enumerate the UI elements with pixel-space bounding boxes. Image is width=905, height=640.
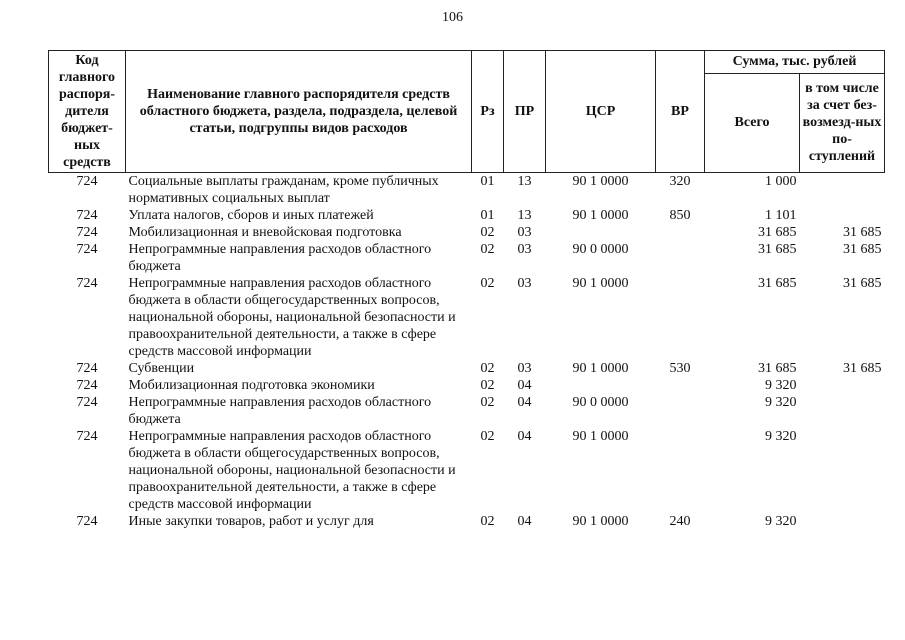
cell-pr: 03 — [517, 225, 532, 240]
cell-csr: 90 1 0000 — [572, 514, 629, 529]
cell-pr: 13 — [517, 174, 532, 189]
cell-pr: 13 — [517, 208, 532, 223]
cell-csr: 90 1 0000 — [572, 174, 629, 189]
cell-kod: 724 — [76, 378, 98, 393]
header-subv: в том числе за счет без-возмезд-ных по-ступлений — [800, 73, 885, 172]
table-row — [49, 173, 885, 208]
cell-name: Мобилизационная и вневойсковая подготовка — [128, 225, 402, 240]
cell-name: Уплата налогов, сборов и иных платежей — [128, 208, 374, 223]
table-row — [49, 207, 885, 224]
cell-rz: 02 — [480, 514, 495, 529]
cell-csr — [546, 224, 656, 241]
cell-name: Мобилизационная подготовка экономики — [128, 378, 375, 393]
cell-csr: 90 0 0000 — [572, 242, 629, 257]
cell-pr: 04 — [517, 429, 532, 444]
table-row — [49, 241, 885, 275]
cell-total: 31 685 — [758, 361, 797, 376]
cell-total: 9 320 — [765, 395, 797, 410]
cell-pr: 04 — [517, 514, 532, 529]
header-rz: Рз — [472, 51, 504, 173]
cell-total: 1 101 — [765, 208, 797, 223]
cell-subv — [800, 207, 885, 224]
cell-subv: 31 685 — [843, 361, 882, 376]
table-row — [49, 275, 885, 360]
cell-kod: 724 — [76, 429, 98, 444]
cell-total: 31 685 — [758, 276, 797, 291]
cell-vr — [656, 394, 705, 428]
cell-name: Социальные выплаты гражданам, кроме публичных нормативных социальных выплат — [128, 174, 439, 206]
cell-kod: 724 — [76, 242, 98, 257]
cell-rz: 02 — [480, 429, 495, 444]
header-kod: Код главного распоря-дителя бюджет-ных средств — [49, 51, 126, 173]
header-pr: ПР — [504, 51, 546, 173]
cell-vr — [656, 241, 705, 275]
cell-total: 9 320 — [765, 378, 797, 393]
table-header — [49, 51, 885, 173]
cell-subv — [800, 377, 885, 394]
cell-pr: 04 — [517, 378, 532, 393]
page-number: 106 — [442, 10, 463, 25]
cell-vr: 320 — [669, 174, 691, 189]
cell-kod: 724 — [76, 514, 98, 529]
cell-name: Непрограммные направления расходов областного бюджета — [128, 395, 432, 427]
cell-subv — [800, 513, 885, 530]
cell-subv: 31 685 — [843, 225, 882, 240]
cell-kod: 724 — [76, 225, 98, 240]
cell-vr — [656, 275, 705, 360]
cell-kod: 724 — [76, 395, 98, 410]
cell-csr: 90 1 0000 — [572, 276, 629, 291]
table-row — [49, 224, 885, 241]
cell-pr: 04 — [517, 395, 532, 410]
cell-pr: 03 — [517, 361, 532, 376]
table-row — [49, 513, 885, 530]
cell-pr: 03 — [517, 276, 532, 291]
cell-rz: 02 — [480, 225, 495, 240]
table-body — [49, 173, 885, 531]
header-total: Всего — [705, 73, 800, 172]
header-csr: ЦСР — [546, 51, 656, 173]
cell-rz: 02 — [480, 378, 495, 393]
cell-csr — [546, 377, 656, 394]
table-row — [49, 360, 885, 377]
cell-subv — [800, 394, 885, 428]
cell-name: Субвенции — [128, 361, 195, 376]
cell-csr: 90 1 0000 — [572, 429, 629, 444]
table-row — [49, 377, 885, 394]
cell-rz: 02 — [480, 361, 495, 376]
cell-total: 31 685 — [758, 225, 797, 240]
cell-name: Иные закупки товаров, работ и услуг для — [128, 514, 374, 529]
cell-subv: 31 685 — [843, 242, 882, 257]
cell-csr: 90 1 0000 — [572, 208, 629, 223]
cell-name: Непрограммные направления расходов областного бюджета в области общегосударственных вопросов, национальной обороны, национальной безопасности и правоохранительной деятельности, а также в сфере средств массовой информации — [128, 276, 456, 359]
cell-name: Непрограммные направления расходов областного бюджета — [128, 242, 432, 274]
cell-kod: 724 — [76, 276, 98, 291]
cell-subv: 31 685 — [843, 276, 882, 291]
table-row — [49, 428, 885, 513]
cell-total: 1 000 — [765, 174, 797, 189]
cell-rz: 02 — [480, 276, 495, 291]
cell-kod: 724 — [76, 174, 98, 189]
cell-rz: 01 — [480, 174, 495, 189]
header-sum: Сумма, тыс. рублей — [705, 51, 885, 74]
header-name: Наименование главного распорядителя средств областного бюджета, раздела, подраздела, целевой статьи, подгруппы видов расходов — [126, 51, 472, 173]
cell-vr — [656, 428, 705, 513]
cell-name: Непрограммные направления расходов областного бюджета в области общегосударственных вопросов, национальной обороны, национальной безопасности и правоохранительной деятельности, а также в сфере средств массовой информации — [128, 429, 456, 512]
cell-vr — [656, 224, 705, 241]
cell-vr: 850 — [669, 208, 691, 223]
cell-total: 31 685 — [758, 242, 797, 257]
cell-rz: 02 — [480, 242, 495, 257]
cell-csr: 90 0 0000 — [572, 395, 629, 410]
cell-kod: 724 — [76, 208, 98, 223]
cell-vr — [656, 377, 705, 394]
cell-csr: 90 1 0000 — [572, 361, 629, 376]
cell-kod: 724 — [76, 361, 98, 376]
table-row — [49, 394, 885, 428]
cell-vr: 530 — [669, 361, 691, 376]
budget-table — [48, 50, 885, 530]
header-vr: ВР — [656, 51, 705, 173]
cell-rz: 02 — [480, 395, 495, 410]
cell-subv — [800, 173, 885, 208]
cell-rz: 01 — [480, 208, 495, 223]
cell-total: 9 320 — [765, 514, 797, 529]
cell-pr: 03 — [517, 242, 532, 257]
cell-subv — [800, 428, 885, 513]
cell-total: 9 320 — [765, 429, 797, 444]
cell-vr: 240 — [669, 514, 691, 529]
